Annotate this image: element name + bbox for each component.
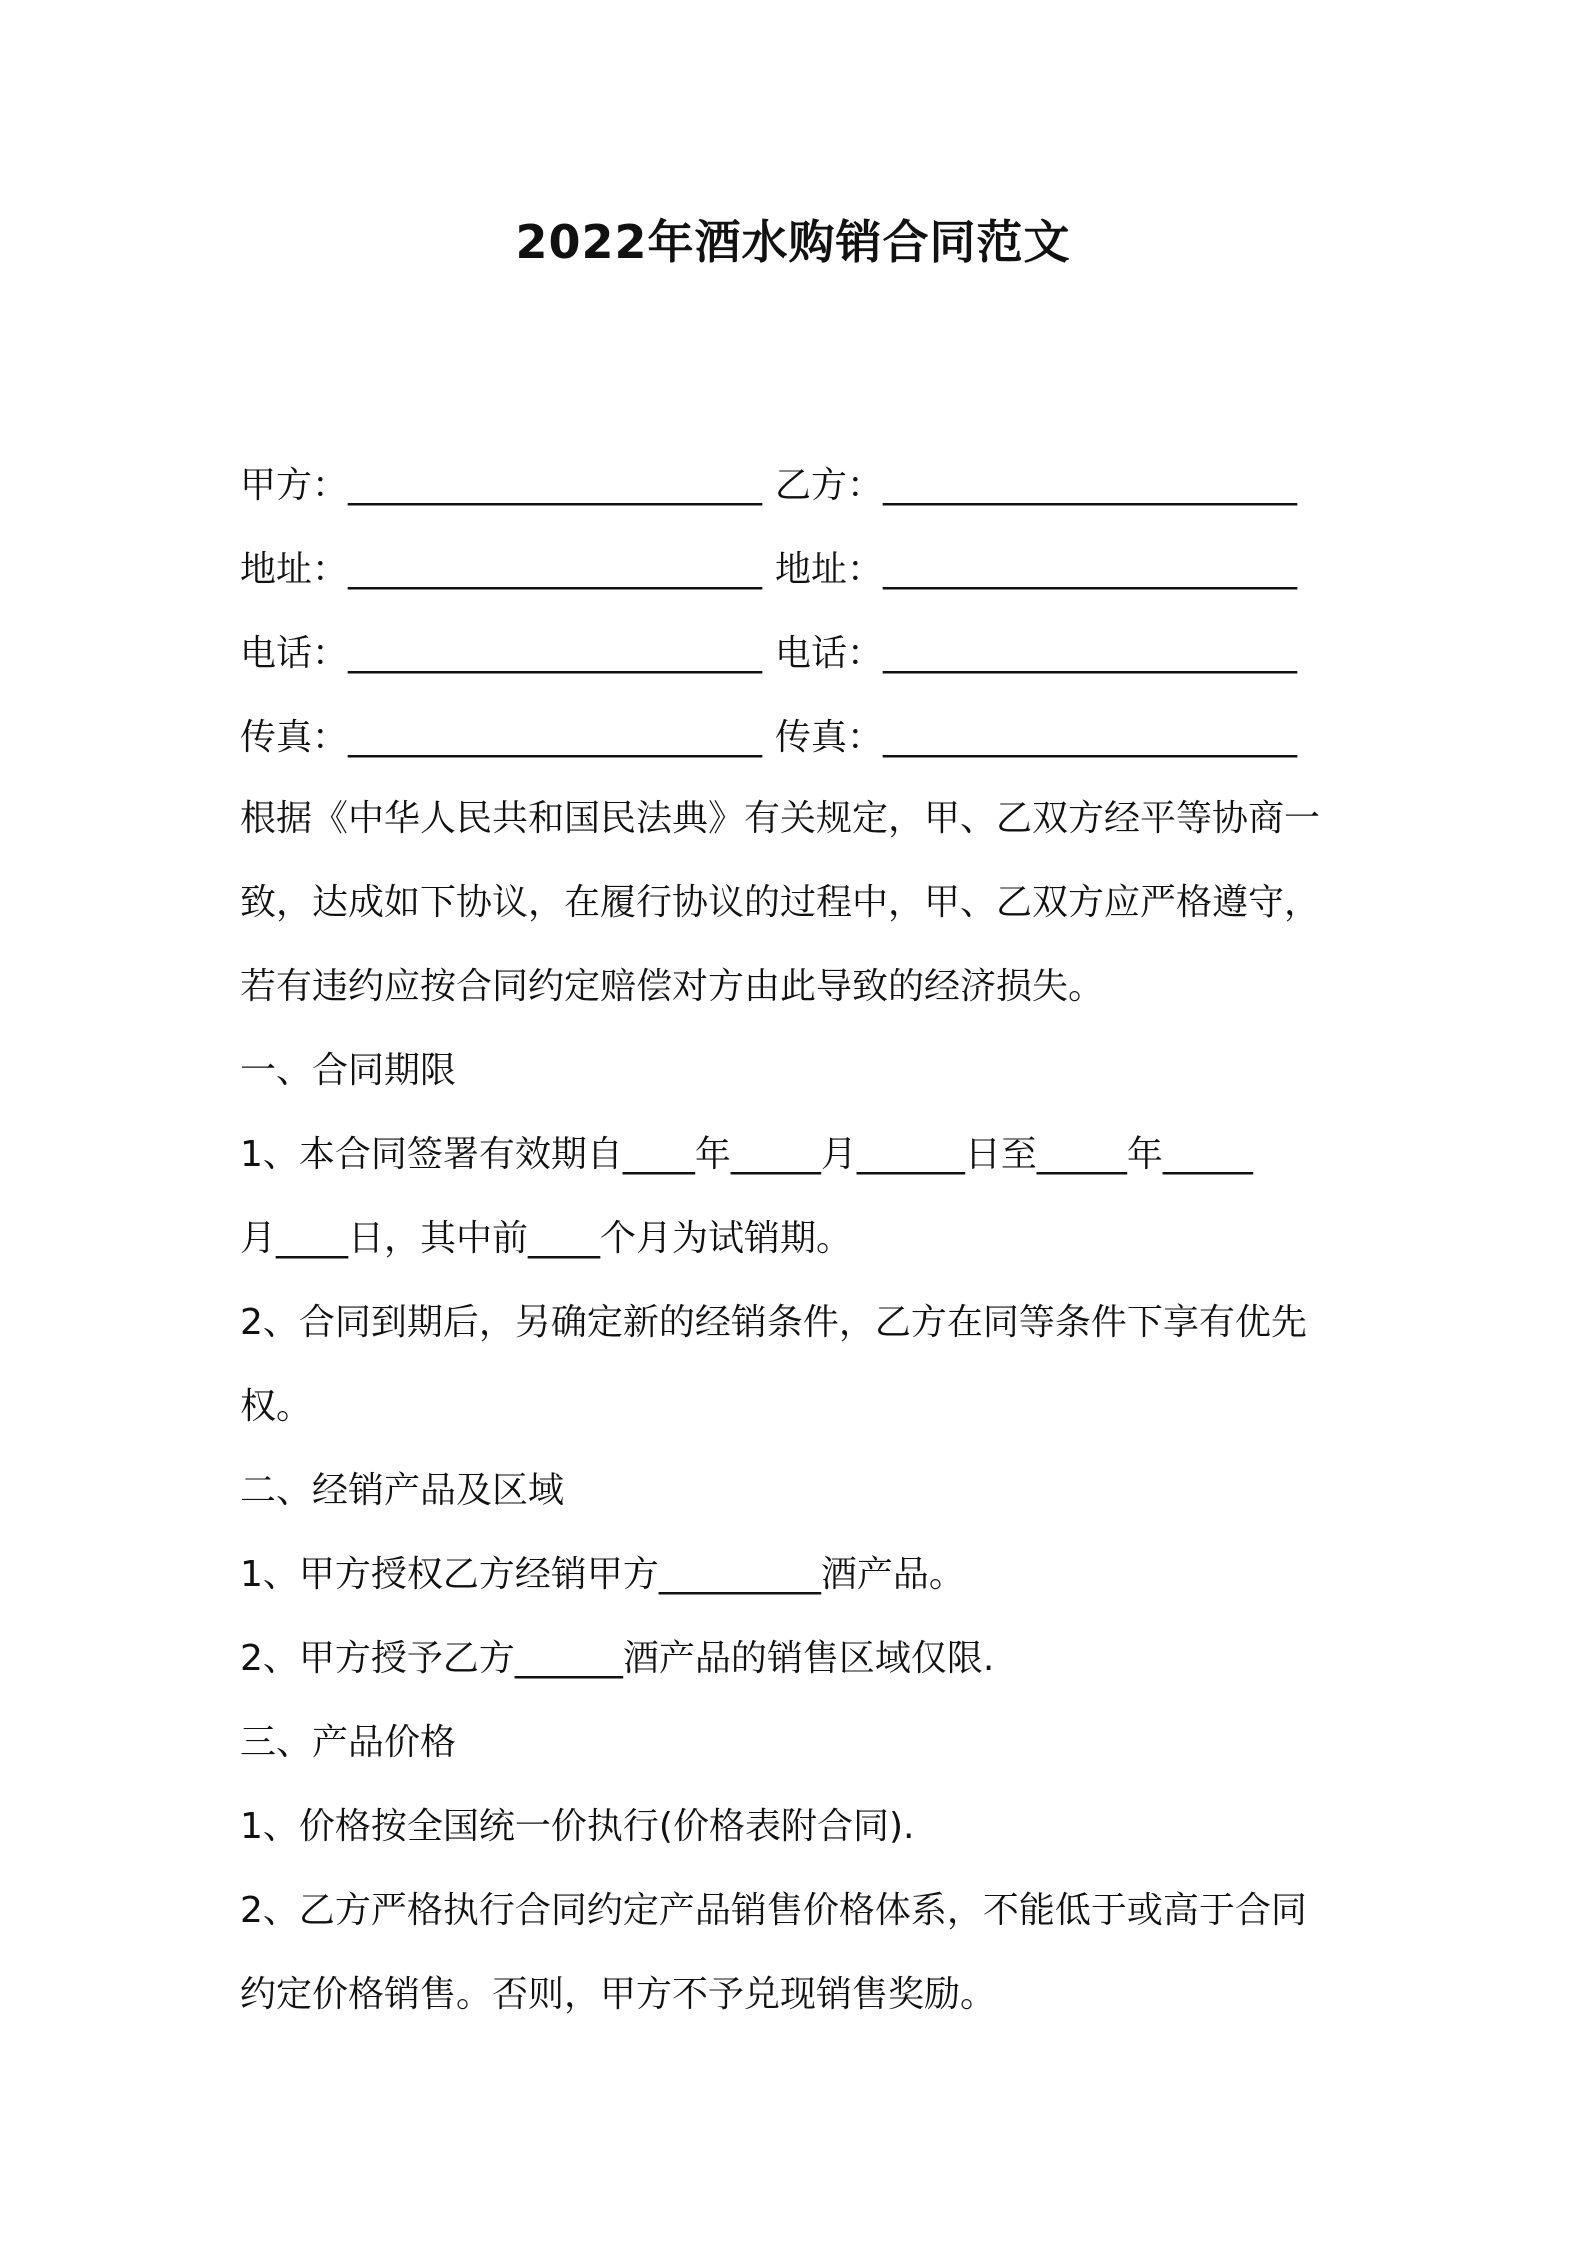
section-3-item-1: 1、价格按全国统一价执行(价格表附合同).: [240, 1806, 915, 1847]
section-1-item-1-line-2: 月____日，其中前____个月为试销期。: [240, 1218, 853, 1259]
section-2-item-1: 1、甲方授权乙方经销甲方_________酒产品。: [240, 1554, 965, 1595]
section-2-item-2: 2、甲方授予乙方______酒产品的销售区域仅限.: [240, 1638, 995, 1679]
section-1-item-1-line-1: 1、本合同签署有效期自____年_____月______日至_____年_____: [240, 1134, 1253, 1175]
party-b-phone-field: 电话：_______________________: [775, 633, 1298, 674]
section-3-item-2-line-2: 约定价格销售。否则，甲方不予兑现销售奖励。: [240, 1974, 997, 2015]
party-row-address: [240, 528, 1360, 612]
party-a-address-field: 地址：_______________________: [240, 549, 763, 590]
section-3-heading: 三、产品价格: [240, 1722, 457, 1763]
intro-line-1: 根据《中华人民共和国民法典》有关规定，甲、乙双方经平等协商一: [240, 798, 1321, 839]
party-b-address-field: 地址：_______________________: [775, 549, 1298, 590]
party-row-name: [240, 444, 1360, 528]
intro-line-3: 若有违约应按合同约定赔偿对方由此导致的经济损失。: [240, 966, 1105, 1007]
document-title: 2022年酒水购销合同范文: [515, 215, 1071, 269]
section-1-item-2-line-2: 权。: [240, 1386, 313, 1427]
party-a-name-field: 甲方：_______________________: [240, 465, 763, 506]
section-3-item-2-line-1: 2、乙方严格执行合同约定产品销售价格体系，不能低于或高于合同: [240, 1890, 1307, 1931]
intro-line-2: 致，达成如下协议，在履行协议的过程中，甲、乙双方应严格遵守，: [240, 882, 1321, 923]
party-b-fax-field: 传真：_______________________: [775, 717, 1298, 758]
party-a-phone-field: 电话：_______________________: [240, 633, 763, 674]
party-row-fax: [240, 696, 1360, 780]
section-1-heading: 一、合同期限: [240, 1050, 457, 1091]
party-info-block: [240, 444, 1360, 780]
contract-body: [240, 777, 1360, 2037]
party-a-fax-field: 传真：_______________________: [240, 717, 763, 758]
party-row-phone: [240, 612, 1360, 696]
section-1-item-2-line-1: 2、合同到期后，另确定新的经销条件，乙方在同等条件下享有优先: [240, 1302, 1307, 1343]
section-2-heading: 二、经销产品及区域: [240, 1470, 565, 1511]
party-b-name-field: 乙方：_______________________: [775, 465, 1298, 506]
